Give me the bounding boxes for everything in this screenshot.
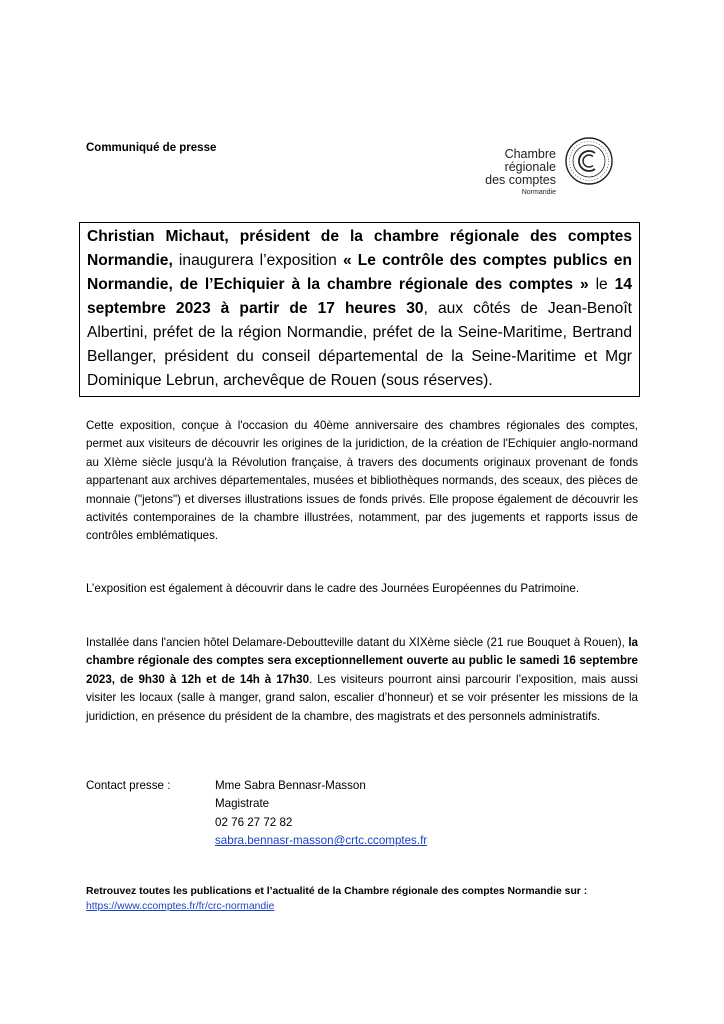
contact-name: Mme Sabra Bennasr-Masson — [215, 779, 366, 792]
paragraph-3-text-1: Installée dans l'ancien hôtel Delamare-Deboutteville datant du XIXème siècle (21 rue Bouquet à Rouen), — [86, 636, 629, 649]
contact-phone: 02 76 27 72 82 — [215, 815, 293, 829]
contact-details — [215, 777, 427, 851]
footer-website-link[interactable]: https://www.ccomptes.fr/fr/crc-normandie — [86, 901, 275, 912]
logo-text — [452, 148, 556, 199]
paragraph-3-text-2: . Les visiteurs pourront ainsi parcourir l’exposition, mais aussi visiter les locaux (salle à manger, grand salon, escalier d’honneur) et se voir présenter les missions de la juridiction, en présence du président de la chambre, des magistrats et des personnels administratifs. — [86, 672, 638, 723]
contact-label: Contact presse : — [86, 779, 171, 792]
intro-text-2: le — [588, 276, 615, 293]
body-paragraph-3 — [86, 634, 638, 726]
body-paragraph-1: Cette exposition, conçue à l'occasion du 40ème anniversaire des chambres régionales des comptes, permet aux visiteurs de découvrir les origines de la juridiction, de la création de l'Echiquier anglo-normand au XIème siècle jusqu'à la Révolution française, à travers des documents originaux provenant de fonds appartenant aux archives départementales, musées et bibliothèques normands, des sceaux, des pièces de monnaie ("jetons") et diverses illustrations issues de fonds privés. Elle propose également de découvrir les activités contemporaines de la chambre illustrées, notamment, par des jugements et rapports issus de contrôles emblématiques. — [86, 419, 638, 543]
footer — [86, 884, 587, 914]
intro-announcement-box — [79, 222, 640, 397]
exhibition-title: « Le contrôle des comptes publics en Normandie, de l’Echiquier à la chambre régionale des comptes » — [87, 252, 632, 293]
intro-text-3: , aux côtés de Jean-Benoît Albertini, préfet de la région Normandie, préfet de la Seine-Maritime, Bertrand Bellanger, président du conseil départemental de la Seine-Maritime et Mgr Dominique Lebrun, archevêque de Rouen (sous réserves). — [87, 300, 632, 389]
document-type-label: Communiqué de presse — [86, 142, 217, 154]
logo-line-3: Normandie — [521, 189, 556, 196]
logo-line-1: Chambre régionale — [504, 147, 556, 174]
institution-logo — [452, 136, 622, 196]
intro-bold-lead: Christian Michaut, président de la chambre régionale des comptes Normandie, — [87, 228, 632, 269]
logo-line-2: des comptes — [485, 173, 556, 187]
footer-text: Retrouvez toutes les publications et l’actualité de la Chambre régionale des comptes Normandie sur : — [86, 886, 588, 897]
contact-email-link[interactable]: sabra.bennasr-masson@crtc.ccomptes.fr — [215, 834, 428, 848]
body-paragraph-2: L’exposition est également à découvrir dans le cadre des Journées Européennes du Patrimoine. — [86, 582, 580, 595]
opening-announcement: la chambre régionale des comptes sera exceptionnellement ouverte au public le samedi 16 septembre 2023, de 9h30 à 12h et de 14h à 17h30 — [86, 636, 638, 686]
seal-icon — [564, 136, 614, 186]
contact-role: Magistrate — [215, 797, 270, 811]
event-date: 14 septembre 2023 à partir de 17 heures 30 — [87, 276, 632, 317]
intro-text-1: inaugurera l’exposition — [172, 252, 343, 269]
